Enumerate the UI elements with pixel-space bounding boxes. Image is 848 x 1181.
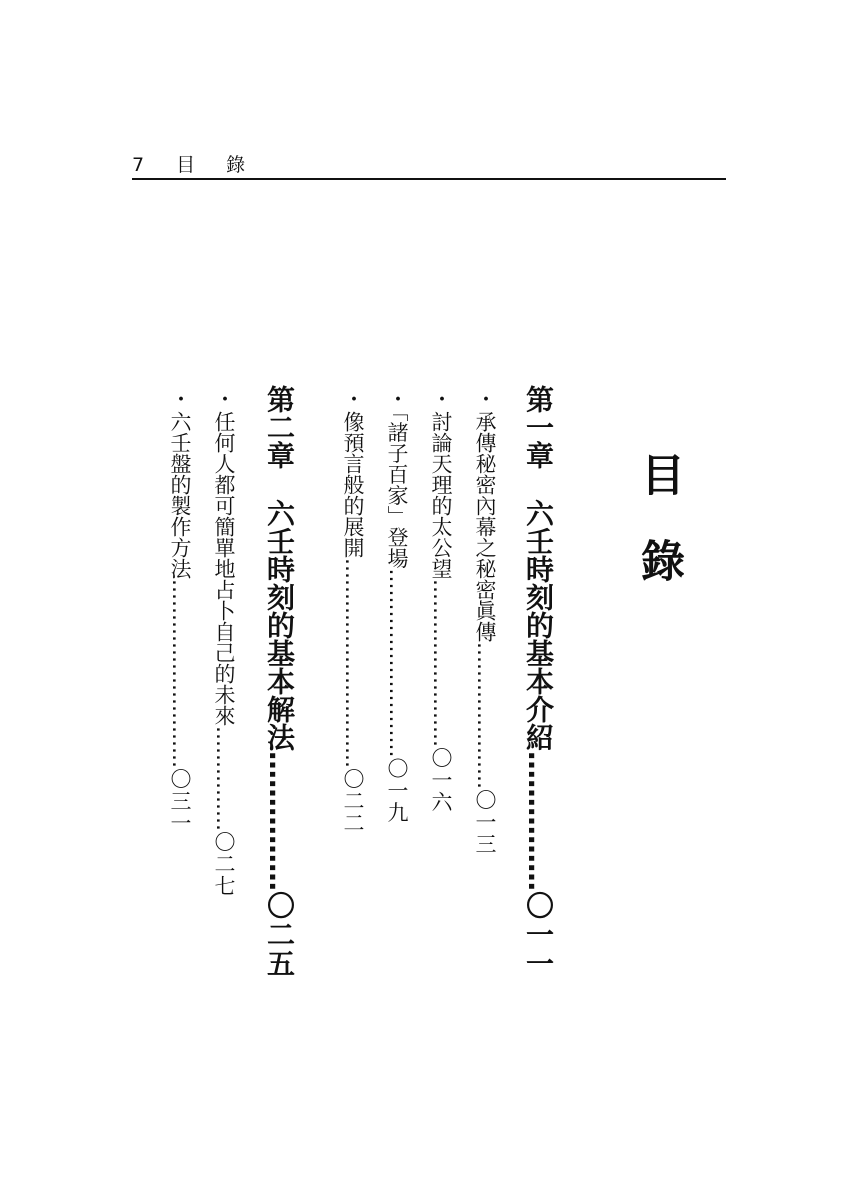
bullet: ・	[473, 388, 497, 411]
running-head	[132, 150, 251, 177]
chapter-label: 第二章	[263, 385, 296, 469]
bullet: ・	[385, 388, 409, 411]
toc-chapter-1[interactable]	[522, 385, 555, 978]
bullet: ・	[168, 388, 192, 411]
item-title: 像預言般的展開	[341, 411, 365, 558]
leader-dots: ……………	[212, 726, 236, 831]
toc-item-6[interactable]	[169, 388, 190, 834]
running-head-title: 目 錄	[176, 154, 252, 176]
bullet: ・	[429, 388, 453, 411]
toc-item-5[interactable]	[213, 388, 234, 897]
leader-dots: …………………………	[341, 558, 365, 768]
bullet: ・	[341, 388, 365, 411]
bullet: ・	[212, 388, 236, 411]
leader-dots: ……………………	[429, 579, 453, 747]
item-title: 承傳秘密內幕之秘密眞傳	[473, 411, 497, 642]
chapter-label: 第一章	[522, 385, 555, 469]
page-title: 目錄	[633, 452, 684, 624]
toc-item-3[interactable]	[386, 388, 407, 824]
page-ref: 〇一三	[473, 789, 497, 855]
leader-dots: ………………………	[385, 568, 409, 758]
page-ref: 〇二五	[263, 891, 296, 978]
item-title: 「諸子百家」登場	[385, 411, 409, 569]
toc-chapter-2[interactable]	[263, 385, 296, 978]
chapter-title: 六壬時刻的基本介紹	[522, 499, 555, 751]
page-ref: 〇二二	[341, 768, 365, 834]
toc-item-1[interactable]	[474, 388, 495, 855]
page-ref: 〇三一	[168, 768, 192, 834]
page-number: 7	[132, 154, 151, 176]
toc-item-2[interactable]	[430, 388, 451, 813]
chapter-title: 六壬時刻的基本解法	[263, 499, 296, 751]
page-ref: 〇一一	[522, 891, 555, 978]
toc-item-4[interactable]	[342, 388, 363, 834]
page-ref: 〇一六	[429, 747, 453, 813]
leader-dots: …………………	[473, 642, 497, 789]
header-rule	[132, 178, 726, 180]
page-ref: 〇一九	[385, 757, 409, 824]
item-title: 六壬盤的製作方法	[168, 411, 192, 579]
leader-dots: ……………	[263, 751, 296, 891]
item-title: 討論天理的太公望	[429, 411, 453, 579]
leader-dots: ……………	[522, 751, 555, 891]
page-ref: 〇二七	[212, 831, 236, 897]
leader-dots: ………………………	[168, 579, 192, 768]
item-title: 任何人都可簡單地占卜自己的未來	[212, 411, 236, 726]
